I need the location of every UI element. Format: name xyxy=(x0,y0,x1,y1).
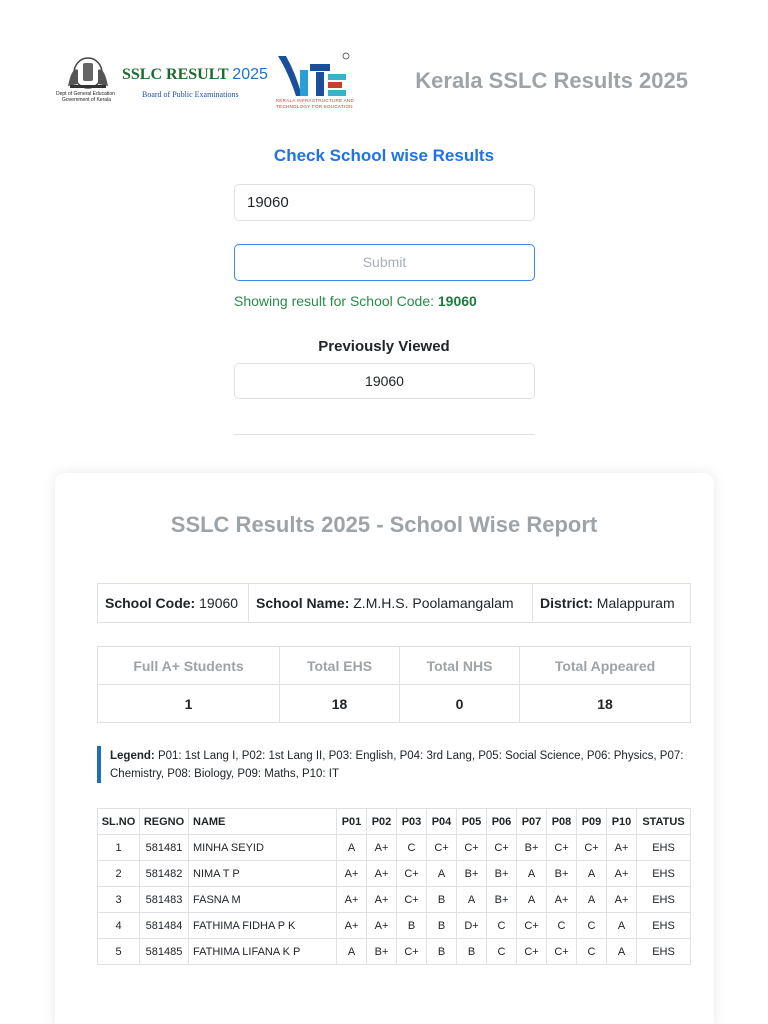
column-header-p09: P09 xyxy=(577,809,607,835)
district-label: District: xyxy=(540,595,593,611)
stats-header-row xyxy=(98,647,691,685)
cell-p03: C+ xyxy=(397,861,427,887)
cell-p05: B+ xyxy=(457,861,487,887)
page-title: Kerala SSLC Results 2025 xyxy=(415,68,688,93)
showing-code: 19060 xyxy=(437,293,477,309)
column-header-p03: P03 xyxy=(397,809,427,835)
column-header-p06: P06 xyxy=(487,809,517,835)
previously-viewed-item[interactable]: 19060 xyxy=(234,363,535,399)
cell-p08: C+ xyxy=(547,939,577,965)
cell-p03: C+ xyxy=(397,939,427,965)
cell-p03: C xyxy=(397,835,427,861)
sslc-year-label: 2025 xyxy=(232,66,268,83)
cell-p01: A+ xyxy=(337,913,367,939)
cell-sl-no: 5 xyxy=(98,939,140,965)
subject-legend xyxy=(97,746,691,783)
cell-p02: A+ xyxy=(367,861,397,887)
sslc-result-label: SSLC RESULT xyxy=(122,66,229,83)
cell-p07: C+ xyxy=(517,939,547,965)
cell-p07: A xyxy=(517,887,547,913)
cell-p08: B+ xyxy=(547,861,577,887)
results-table xyxy=(97,808,691,965)
cell-p10: A xyxy=(607,939,637,965)
cell-p04: B xyxy=(427,913,457,939)
cell-p09: C xyxy=(577,913,607,939)
results-body xyxy=(98,835,691,965)
kite-tagline-2: TECHNOLOGY FOR EDUCATION xyxy=(276,104,353,109)
cell-sl-no: 1 xyxy=(98,835,140,861)
cell-p03: B xyxy=(397,913,427,939)
table-row xyxy=(98,887,691,913)
column-header-p04: P04 xyxy=(427,809,457,835)
cell-p07: A xyxy=(517,861,547,887)
cell-p06: B+ xyxy=(487,861,517,887)
cell-p06: C xyxy=(487,939,517,965)
cell-sl-no: 4 xyxy=(98,913,140,939)
table-row xyxy=(98,861,691,887)
stats-value-row xyxy=(98,685,691,723)
cell-p10: A+ xyxy=(607,861,637,887)
stats-header-full-a-plus: Full A+ Students xyxy=(98,647,280,685)
stats-table xyxy=(97,646,691,723)
cell-p01: A xyxy=(337,939,367,965)
legend-text: P01: 1st Lang I, P02: 1st Lang II, P03: English, P04: 3rd Lang, P05: Social Science, P06: Physics, P07: Chemistry, P08: Biology, P09: Maths, P10: IT xyxy=(110,750,684,780)
cell-status: EHS xyxy=(637,861,691,887)
column-header-p02: P02 xyxy=(367,809,397,835)
cell-regno: 581481 xyxy=(140,835,189,861)
cell-p01: A+ xyxy=(337,861,367,887)
stats-header-total-ehs: Total EHS xyxy=(280,647,400,685)
column-header-status: STATUS xyxy=(637,809,691,835)
stats-value-full-a-plus: 1 xyxy=(98,685,280,723)
column-header-p01: P01 xyxy=(337,809,367,835)
showing-result-message xyxy=(234,293,477,309)
cell-p02: B+ xyxy=(367,939,397,965)
cell-p09: C+ xyxy=(577,835,607,861)
kerala-emblem-icon xyxy=(64,56,112,90)
stats-value-total-ehs: 18 xyxy=(280,685,400,723)
kite-tagline-1: KERALA INFRASTRUCTURE AND xyxy=(276,98,355,103)
cell-p10: A+ xyxy=(607,835,637,861)
cell-p09: C xyxy=(577,939,607,965)
cell-p04: B xyxy=(427,939,457,965)
results-header-row xyxy=(98,809,691,835)
cell-p09: A xyxy=(577,887,607,913)
previously-viewed-heading: Previously Viewed xyxy=(318,338,450,355)
cell-p05: A xyxy=(457,887,487,913)
kerala-govt-logo xyxy=(56,56,122,108)
stats-value-total-nhs: 0 xyxy=(400,685,520,723)
govt-label: Government of Kerala xyxy=(62,97,111,103)
cell-name: FASNA M xyxy=(189,887,337,913)
submit-button[interactable]: Submit xyxy=(234,244,535,281)
school-code-label: School Code: xyxy=(105,595,196,611)
cell-p07: B+ xyxy=(517,835,547,861)
cell-regno: 581482 xyxy=(140,861,189,887)
column-header-sl-no: SL.NO xyxy=(98,809,140,835)
school-name-label: School Name: xyxy=(256,595,350,611)
report-title: SSLC Results 2025 - School Wise Report xyxy=(170,512,598,537)
cell-p06: C xyxy=(487,913,517,939)
stats-header-total-nhs: Total NHS xyxy=(400,647,520,685)
cell-regno: 581485 xyxy=(140,939,189,965)
divider xyxy=(234,434,535,435)
column-header-p07: P07 xyxy=(517,809,547,835)
school-name-value: Z.M.H.S. Poolamangalam xyxy=(353,595,514,611)
cell-p01: A+ xyxy=(337,887,367,913)
column-header-regno: REGNO xyxy=(140,809,189,835)
stats-header-total-appeared: Total Appeared xyxy=(520,647,691,685)
cell-p03: C+ xyxy=(397,887,427,913)
cell-p09: A xyxy=(577,861,607,887)
cell-name: FATHIMA LIFANA K P xyxy=(189,939,337,965)
cell-p06: B+ xyxy=(487,887,517,913)
cell-regno: 581483 xyxy=(140,887,189,913)
school-code-cell xyxy=(98,584,249,622)
cell-name: NIMA T P xyxy=(189,861,337,887)
cell-p02: A+ xyxy=(367,835,397,861)
school-code-value: 19060 xyxy=(199,595,239,611)
stats-value-total-appeared: 18 xyxy=(520,685,691,723)
cell-p01: A xyxy=(337,835,367,861)
cell-sl-no: 2 xyxy=(98,861,140,887)
showing-prefix: Showing result for School Code: xyxy=(234,293,438,309)
table-row xyxy=(98,913,691,939)
board-label: Board of Public Examinations xyxy=(142,90,239,99)
cell-p08: C xyxy=(547,913,577,939)
table-row xyxy=(98,939,691,965)
cell-p02: A+ xyxy=(367,913,397,939)
column-header-p05: P05 xyxy=(457,809,487,835)
column-header-name: NAME xyxy=(189,809,337,835)
school-name-cell xyxy=(249,584,533,622)
cell-p08: C+ xyxy=(547,835,577,861)
cell-name: FATHIMA FIDHA P K xyxy=(189,913,337,939)
column-header-p10: P10 xyxy=(607,809,637,835)
cell-p10: A xyxy=(607,913,637,939)
cell-p08: A+ xyxy=(547,887,577,913)
cell-p07: C+ xyxy=(517,913,547,939)
column-header-p08: P08 xyxy=(547,809,577,835)
cell-regno: 581484 xyxy=(140,913,189,939)
cell-p05: C+ xyxy=(457,835,487,861)
school-info-table xyxy=(97,583,691,623)
cell-p06: C+ xyxy=(487,835,517,861)
district-value: Malappuram xyxy=(596,595,675,611)
cell-p02: A+ xyxy=(367,887,397,913)
cell-status: EHS xyxy=(637,939,691,965)
sslc-result-logo-text xyxy=(122,66,268,84)
cell-p04: B xyxy=(427,887,457,913)
dept-label: Dept of General Education xyxy=(56,91,115,97)
cell-status: EHS xyxy=(637,913,691,939)
cell-p04: C+ xyxy=(427,835,457,861)
cell-status: EHS xyxy=(637,887,691,913)
site-header xyxy=(56,48,688,112)
school-code-input[interactable] xyxy=(234,184,535,221)
table-row xyxy=(98,835,691,861)
cell-p05: D+ xyxy=(457,913,487,939)
form-heading: Check School wise Results xyxy=(273,146,495,165)
cell-p10: A+ xyxy=(607,887,637,913)
cell-status: EHS xyxy=(637,835,691,861)
cell-sl-no: 3 xyxy=(98,887,140,913)
district-cell xyxy=(533,584,690,622)
cell-p05: B xyxy=(457,939,487,965)
legend-label: Legend: xyxy=(110,750,155,762)
cell-p04: A xyxy=(427,861,457,887)
cell-name: MINHA SEYID xyxy=(189,835,337,861)
